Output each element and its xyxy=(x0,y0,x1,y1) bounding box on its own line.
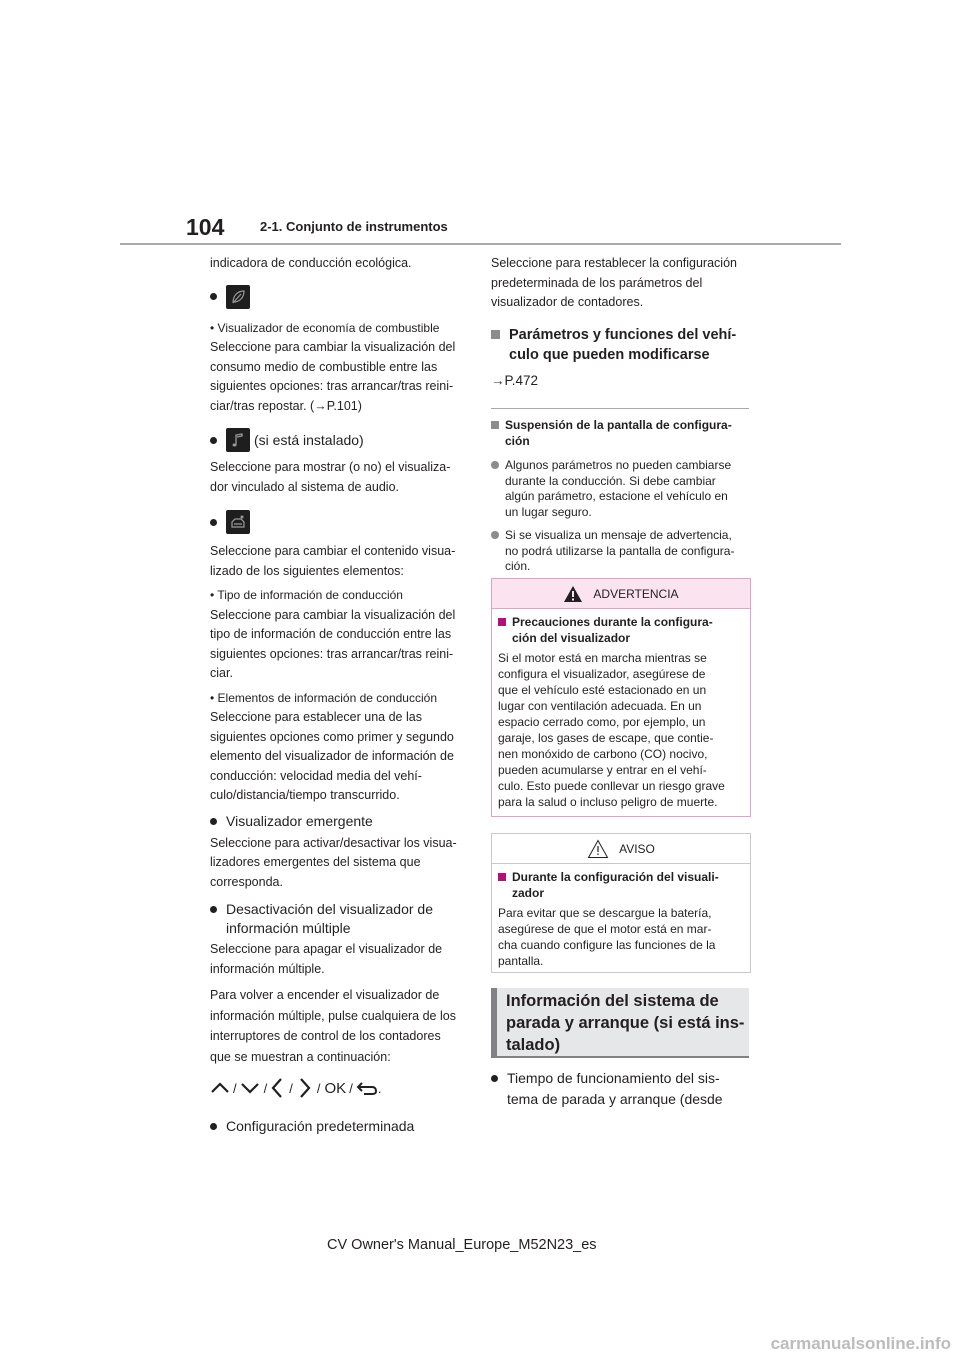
popup-line: lizadores emergentes del sistema que xyxy=(210,855,421,869)
bullet-dot xyxy=(491,461,499,469)
popup-bullet xyxy=(210,812,465,831)
watermark: carmanualsonline.info xyxy=(770,1334,951,1353)
drive-sub2-line: siguientes opciones como primer y segundo xyxy=(210,729,454,744)
caution-triangle-icon xyxy=(587,839,609,859)
eco-line: consumo medio de combustible entre las xyxy=(210,359,438,374)
eco-line: ciar/tras repostar. (→P.101) xyxy=(210,398,362,413)
reon-line: información múltiple, pulse cualquiera de los xyxy=(210,1008,456,1023)
notice-sub xyxy=(498,870,744,886)
reset-line: predeterminada de los parámetros del xyxy=(491,275,703,290)
warning-body xyxy=(492,609,750,810)
page-number: 104 xyxy=(186,214,225,240)
deact-head-text: información múltiple xyxy=(226,920,351,936)
notice-sub-cont xyxy=(498,886,744,902)
square-bullet xyxy=(498,618,506,626)
reon-line: interruptores de control de los contadores xyxy=(210,1029,441,1043)
eco-sub: • Visualizador de economía de combustible xyxy=(210,320,440,335)
band-line: talado) xyxy=(506,1036,561,1054)
stop-head-text: Tiempo de funcionamiento del sis- xyxy=(507,1070,720,1086)
stop-head-text: tema de parada y arranque (desde xyxy=(507,1091,723,1107)
drive-sub2-line: elemento del visualizador de información de xyxy=(210,749,454,763)
control-symbols: / / / / OK / . xyxy=(210,1077,381,1099)
bullet-dot xyxy=(210,1123,217,1130)
deact-head-cont xyxy=(210,919,465,938)
susp-b1-line: un lugar seguro. xyxy=(505,504,592,519)
popup-line: corresponda. xyxy=(210,874,283,889)
chevron-left-icon xyxy=(271,1077,283,1099)
audio-bullet xyxy=(210,428,465,452)
intro-text: indicadora de conducción ecológica. xyxy=(210,256,412,270)
deact-bullet xyxy=(210,900,465,938)
notice-box xyxy=(491,833,751,973)
params-ref: →P.472 xyxy=(491,372,539,388)
band-line: Información del sistema de xyxy=(506,992,719,1010)
drive-sub1-line: ciar. xyxy=(210,666,233,680)
bullet-dot xyxy=(210,519,217,526)
config-bullet xyxy=(210,1117,465,1136)
susp-b1-line: durante la conducción. Si debe cambiar xyxy=(505,473,716,488)
susp-bullet-1 xyxy=(491,458,751,520)
warning-sub-text: Precauciones durante la configura- xyxy=(512,615,713,629)
warning-line: Si el motor está en marcha mientras se xyxy=(498,651,707,665)
stop-time-bullet xyxy=(491,1069,751,1109)
params-head-text: Parámetros y funciones del vehí- xyxy=(509,326,737,343)
stop-start-section-band xyxy=(491,988,749,1058)
leaf-icon xyxy=(226,285,250,309)
notice-sub-text: zador xyxy=(512,885,545,900)
warning-line: garaje, los gases de escape, que contie- xyxy=(498,731,714,745)
warning-triangle-icon xyxy=(563,585,583,603)
popup-head-text: Visualizador emergente xyxy=(226,812,373,829)
chevron-down-icon xyxy=(240,1081,260,1095)
eco-line: siguientes opciones: tras arrancar/tras reini- xyxy=(210,379,454,393)
square-bullet xyxy=(491,421,499,429)
drive-sub1-line: siguientes opciones: tras arrancar/tras reini- xyxy=(210,646,454,661)
warning-text xyxy=(498,650,744,810)
drive-sub2-line: conducción: velocidad media del vehí- xyxy=(210,768,422,783)
bullet-dot xyxy=(491,531,499,539)
reset-line: Seleccione para restablecer la configuración xyxy=(491,256,737,270)
warning-line: pueden acumularse y entrar en el vehí- xyxy=(498,763,707,777)
eco-line: Seleccione para cambiar la visualización del xyxy=(210,340,456,354)
stop-head xyxy=(491,1069,751,1088)
drive-line: lizado de los siguientes elementos: xyxy=(210,563,404,578)
susp-head-text: ción xyxy=(505,433,530,448)
bullet-dot xyxy=(491,1075,498,1082)
warning-line: que el vehículo esté estacionado en un xyxy=(498,683,707,697)
drive-sub2: • Elementos de información de conducción xyxy=(210,690,437,705)
warning-line: culo. Esto puede conllevar un riesgo grave xyxy=(498,779,725,793)
warning-line: lugar con ventilación adecuada. En un xyxy=(498,699,702,713)
music-note-icon xyxy=(226,428,250,452)
deact-head-text: Desactivación del visualizador de xyxy=(226,901,433,917)
susp-b1-line: algún parámetro, estacione el vehículo en xyxy=(505,489,728,503)
car-seat-icon xyxy=(226,510,250,534)
notice-text xyxy=(498,905,744,969)
notice-header xyxy=(492,834,750,864)
footer-text: CV Owner's Manual_Europe_M52N23_es xyxy=(327,1237,597,1253)
warning-sub-cont xyxy=(498,631,744,647)
square-bullet xyxy=(491,330,500,339)
chevron-right-icon xyxy=(299,1077,311,1099)
warning-title: ADVERTENCIA xyxy=(593,586,679,601)
reon-line: que se muestran a continuación: xyxy=(210,1049,391,1064)
audio-line: dor vinculado al sistema de audio. xyxy=(210,479,400,494)
eco-bullet xyxy=(210,285,465,309)
susp-b1-line: Algunos parámetros no pueden cambiarse xyxy=(505,458,732,472)
warning-sub-text: ción del visualizador xyxy=(512,630,631,645)
params-head-text: culo que pueden modificarse xyxy=(509,346,710,363)
bullet-dot xyxy=(210,818,217,825)
susp-head-text: Suspensión de la pantalla de configura- xyxy=(505,418,732,432)
ok-symbol: OK xyxy=(324,1079,347,1097)
left-column xyxy=(210,254,465,1136)
notice-line: cha cuando configure las funciones de la xyxy=(498,938,716,952)
notice-title: AVISO xyxy=(619,841,655,856)
drive-sub1: • Tipo de información de conducción xyxy=(210,588,403,602)
notice-body xyxy=(492,864,750,969)
warning-line: nen monóxido de carbono (CO) nocivo, xyxy=(498,747,708,761)
notice-line: asegúrese de que el motor está en mar- xyxy=(498,922,712,936)
warning-header xyxy=(492,579,750,609)
susp-bullet-2 xyxy=(491,528,751,575)
params-head xyxy=(491,325,751,345)
drive-sub2-line: Seleccione para establecer una de las xyxy=(210,710,422,724)
susp-head xyxy=(491,418,751,434)
config-head-text: Configuración predeterminada xyxy=(226,1118,415,1134)
bullet-dot xyxy=(210,437,217,444)
susp-b2-line: ción. xyxy=(505,559,531,573)
right-column xyxy=(491,254,751,575)
susp-heading xyxy=(491,418,751,449)
bullet-dot xyxy=(210,906,217,913)
susp-b2-line: Si se visualiza un mensaje de advertencia, xyxy=(505,528,732,542)
square-bullet xyxy=(498,873,506,881)
warning-line: para la salud o incluso peligro de muerte. xyxy=(498,795,718,809)
susp-b2-line: no podrá utilizarse la pantalla de configura- xyxy=(505,543,735,558)
bullet-dot xyxy=(210,293,217,300)
drive-bullet xyxy=(210,510,465,534)
notice-line: Para evitar que se descargue la batería, xyxy=(498,906,712,920)
chevron-up-icon xyxy=(210,1081,230,1095)
drive-sub1-line: tipo de información de conducción entre las xyxy=(210,627,452,641)
reset-line: visualizador de contadores. xyxy=(491,295,644,309)
drive-line: Seleccione para cambiar el contenido visua- xyxy=(210,544,456,558)
band-line: parada y arranque (si está ins- xyxy=(506,1014,745,1032)
header-rule xyxy=(120,243,841,245)
audio-head-text: (si está instalado) xyxy=(254,431,364,448)
return-icon xyxy=(356,1080,378,1096)
drive-sub2-line: culo/distancia/tiempo transcurrido. xyxy=(210,788,400,802)
stop-head-cont xyxy=(491,1090,751,1109)
params-head-cont xyxy=(491,345,751,365)
notice-sub-text: Durante la configuración del visuali- xyxy=(512,870,719,884)
deact-line: información múltiple. xyxy=(210,961,325,976)
reon-line: Para volver a encender el visualizador de xyxy=(210,988,440,1002)
deact-head xyxy=(210,900,465,919)
notice-line: pantalla. xyxy=(498,954,544,968)
drive-sub1-line: Seleccione para cambiar la visualización del xyxy=(210,607,456,622)
susp-head-cont xyxy=(491,434,751,450)
warning-line: espacio cerrado como, por ejemplo, un xyxy=(498,715,706,729)
chapter-title: 2-1. Conjunto de instrumentos xyxy=(260,219,448,234)
section-rule xyxy=(491,408,749,409)
params-heading xyxy=(491,325,751,365)
deact-line: Seleccione para apagar el visualizador de xyxy=(210,942,443,956)
warning-sub xyxy=(498,615,744,631)
popup-line: Seleccione para activar/desactivar los visua- xyxy=(210,835,457,850)
warning-line: configura el visualizador, asegúrese de xyxy=(498,667,706,681)
audio-line: Seleccione para mostrar (o no) el visualiza- xyxy=(210,460,451,474)
warning-box xyxy=(491,578,751,817)
